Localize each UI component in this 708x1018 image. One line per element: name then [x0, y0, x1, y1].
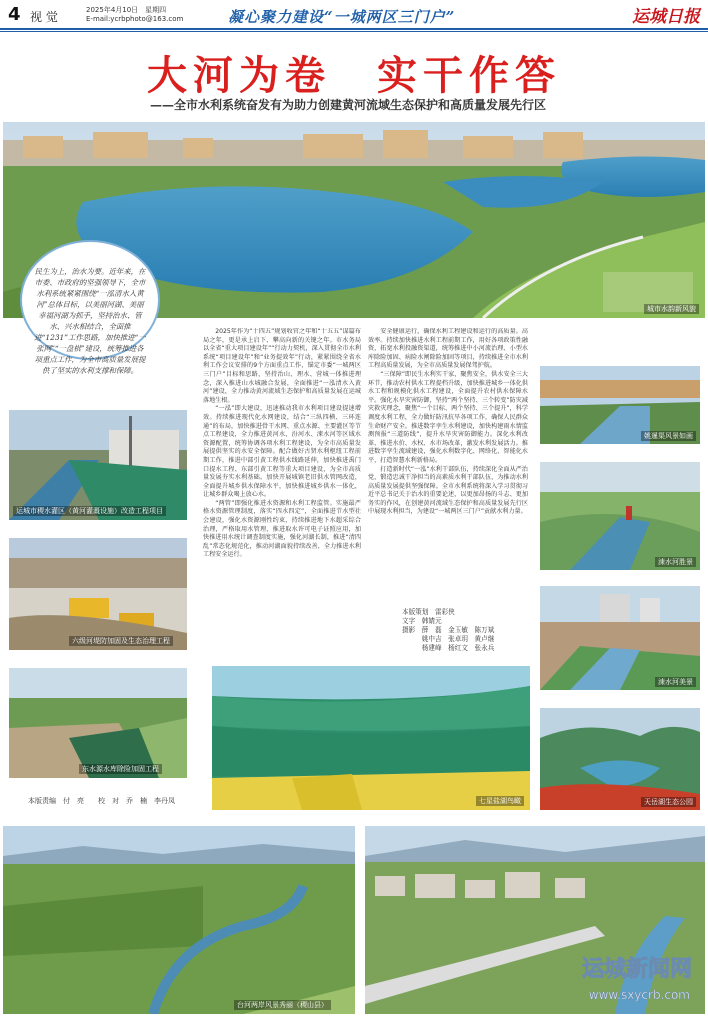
photo-salt-lake — [212, 666, 530, 810]
article-p3: “两管”即强化推进水资源和水利工程监管。实施最严格水资源管理制度，落实“四水四定”，全面推进节水型社会建设，强化水资源刚性约束，持续推进地下水超采综合治理，严格取用水管理，推进取水许可电子证照应用，加快推进用水统计调查制度实施，强化河湖长制，推进“清四乱”常态化规范化，推动河湖面貌持续改善，全力推进水利工程安全运行。 — [203, 499, 361, 559]
intro-text: 民生为上，治水为要。近年来，在市委、市政府的坚强领导下，全市水利系统紧紧围绕“一泓清水入黄河”总体目标，以美丽河湖、美丽幸福河湖为抓手，坚持治水、管水、兴水相结合，全面推进“1231”工作思路，加快推进“一张网”“一盘棋”建设，统筹推进各项重点工作，为全市高质量发展提供了坚实的水利支撑和保障。 — [34, 267, 146, 375]
contact-email: E-mail:ycrbphoto@163.com — [86, 15, 184, 23]
caption-sushui-1: 涑水河胜景 — [655, 557, 696, 567]
credit-planner: 本版策划 雷彩侠 — [402, 608, 455, 616]
article-p2: “一泓”即大建设，迅速推动我市水利项目建设提速增效。持续推进现代化水网建设，结合“三纵四横、三环连通”的布局，加快推进骨干水网、重点水源、主要灌区等节点工程建设，全力推进黄河水、汾河水、涑水河等区域水资源配置，统筹协调各项水利工程建设，为全市高质量发展提供坚实的水安全保障。配合做好古贤水利枢纽工程前期工作，推进中部引黄工程供水线路延伸，加快推进禹门口提水工程、东部引黄工程等重大项目建设，为全市高质量发展夯实水利基础。加快开展城镇老旧供水管网改造，全面提升城乡供水保障水平，加快推进城乡供水一体化，让城乡群众喝上放心水。 — [203, 405, 361, 499]
watermark-url: www.sxycrb.com — [588, 988, 690, 1002]
page-number: 4 — [8, 4, 21, 25]
hero-caption: 城市水韵新风貌 — [644, 304, 699, 314]
caption-embankment: 六级河堤防加固及生态治理工程 — [69, 636, 173, 646]
header-rule — [0, 28, 708, 30]
article-p1: 2025年作为“十四五”规划收官之年和“十五五”谋篇布局之年，更是承上启下、攀高向新的关键之年。市水务局以全省“重大项目建设年”“行动力契机，深入贯彻全市水利系统“项目建设年”和“业务提效年”行动，紧紧围绕全省水利工作会议安排的9个方面重点工作，锚定市委“一城两区三门户”目标和思路，坚持治山、理水、营城一体推进理念，深入推进山水城融合发展，全面推进“一泓清水入黄河”建设，全力推动黄河流域生态保护和高质量发展在运城落地生根。 — [203, 328, 361, 404]
site-watermark — [528, 952, 698, 1008]
issue-date: 2025年4月10日 星期四 — [86, 6, 167, 14]
caption-salt-lake: 七星盐湖鸟瞰 — [476, 796, 524, 806]
caption-tianyue: 天岳湖生态公园 — [641, 797, 696, 807]
photo-reservoir — [9, 668, 187, 778]
page-title: 大河为卷 实干作答 — [147, 52, 561, 99]
photo-yaoxian-canal — [540, 366, 700, 444]
caption-yaoxian: 姚暹渠风景如画 — [641, 431, 696, 441]
caption-sushui-2: 涑水河美景 — [655, 677, 696, 687]
credit-photo-3: 杨建峰 杨红文 张永兵 — [402, 644, 495, 652]
caption-irrigation: 运城市稷水灌区（黄河灌溉设施）改造工程项目 — [13, 506, 166, 516]
article-col2 — [368, 328, 528, 578]
article-col1 — [203, 328, 361, 658]
credit-text: 文字 韩婧元 — [402, 617, 442, 625]
photo-sushui-2 — [540, 586, 700, 690]
newspaper-logo: 运城日报 — [632, 7, 700, 27]
header-banner: 凝心聚力建设“一城两区三门户” — [228, 8, 456, 26]
credit-photo-2: 姚中吉 张卓玥 黄卢继 — [402, 635, 495, 643]
photo-sushui-1 — [540, 462, 700, 570]
watermark-title: 运城新闻网 — [581, 956, 692, 982]
page-subtitle: ——全市水利系统奋发有为助力创建黄河流域生态保护和高质量发展先行区 — [150, 98, 547, 112]
photo-embankment — [9, 538, 187, 650]
photo-irrigation-district — [9, 410, 187, 520]
article-p6: 打造新时代“一泓”水利干部队伍，持续深化全面从严治党，锻造忠诚干净担当的高素质水利干部队伍，为推动水利高质量发展提供坚强保障。全市水利系统将深入学习贯彻习近平总书记关于治水的重要论述，以更加昂扬的斗志、更加务实的作风，在创建黄河流域生态保护和高质量发展先行区中展现水利担当，为建设“一城两区三门户”贡献水利力量。 — [368, 465, 528, 516]
photo-taihe-river — [3, 826, 355, 1014]
caption-taihe: 台河两岸风景秀丽（稷山县） — [234, 1000, 331, 1010]
credits-block — [402, 608, 532, 653]
credit-photo-1: 摄影 薛 磊 金玉敏 陈万斌 — [402, 626, 495, 634]
caption-reservoir: 东水源水库除险加固工程 — [79, 764, 162, 774]
photo-tianyue-lake — [540, 708, 700, 810]
header-rule-thin — [0, 31, 708, 32]
article-p4: 安全健康运行，确保水利工程建设和运行的高质量。高效率。持续加快推进水利工程前期工作，用好各项政策性融资，拓宽水利投融资渠道，统筹推进中小河流治理、小型水库除险加固、病险水闸除险加固等项目，持续推进全市水利工程高质量发展，为全市高质量发展保驾护航。 — [368, 328, 528, 370]
section-name: 视 觉 — [30, 10, 58, 24]
article-p5: “三保障”即民生水利实干家，聚焦安全，供水安全三大环节，推动农村供水工程提档升级，加快推进城乡一体化供水工程和规模化供水工程建设，全面提升农村供水保障水平。强化水旱灾害防御，坚持“两个坚持、三个转变”防灾减灾救灾理念，聚焦“一个目标、两个坚持、三个提升”，科学调度水利工程，全力做好防汛抗旱各项工作，确保人民群众生命财产安全。推进数字孪生水利建设，加快构建雨水情监测预报“三道防线”，提升水旱灾害防御能力。深化水利改革，推进水价、水权、水市场改革，激发水利发展活力。推进数字孪生流域建设，强化水利数字化、网络化、智能化水平，打造智慧水利新格局。 — [368, 370, 528, 464]
editor-credit: 本版责编 付 亮 校 对 乔 楠 李丹凤 — [28, 797, 175, 805]
